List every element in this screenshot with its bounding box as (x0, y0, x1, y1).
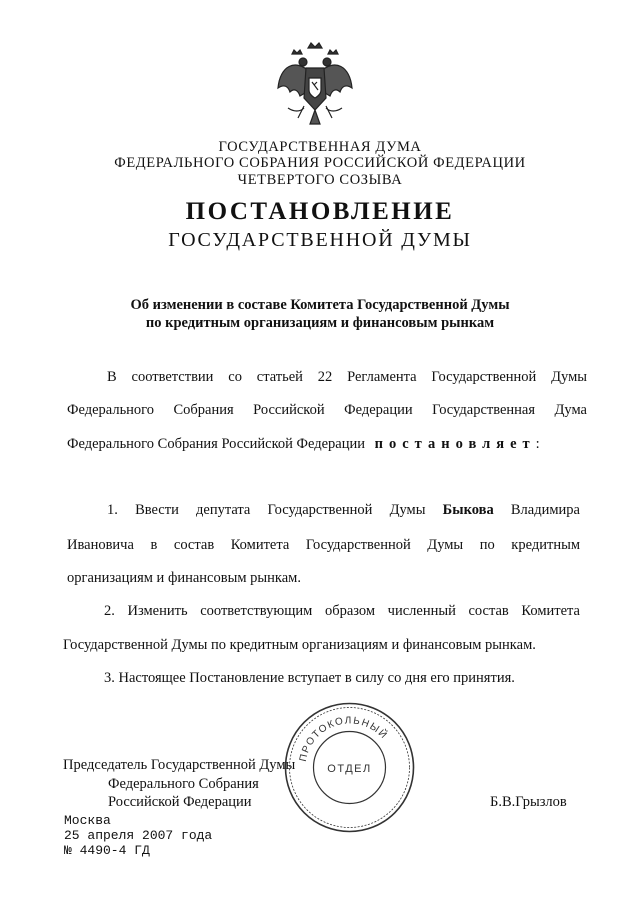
preamble-line2: Федерального Собрания Российской Федерации Государственная Дума (67, 402, 587, 418)
convocation: ЧЕТВЕРТОГО СОЗЫВА (237, 172, 403, 188)
org-name-line1: ГОСУДАРСТВЕННАЯ ДУМА (218, 139, 422, 155)
deputy-surname: Быкова (442, 502, 494, 518)
preamble-line3 (67, 436, 587, 453)
preamble-colon: : (535, 436, 540, 452)
document-number: № 4490-4 ГД (64, 843, 150, 858)
city: Москва (64, 813, 111, 828)
official-stamp (282, 700, 417, 835)
signatory-position-line1: Председатель Государственной Думы (63, 757, 296, 773)
item-1-line1 (107, 502, 580, 519)
item-2-line2: Государственной Думы по кредитным организациям и финансовым рынкам. (63, 637, 536, 653)
signatory-position-line3: Российской Федерации (108, 794, 252, 810)
item-1-line3: организациям и финансовым рынкам. (67, 570, 301, 586)
date: 25 апреля 2007 года (64, 828, 213, 843)
stamp-center-text: ОТДЕЛ (327, 763, 372, 775)
item-1-line2: Ивановича в состав Комитета Государственной Думы по кредитным (67, 537, 580, 553)
item-3-line1: 3. Настоящее Постановление вступает в силу со дня его принятия. (104, 670, 515, 686)
signatory-position-line2: Федерального Собрания (108, 776, 259, 792)
item-2-line1: 2. Изменить соответствующим образом численный состав Комитета (104, 603, 580, 619)
stamp-ring-text: ПРОТОКОЛЬНЫЙ (297, 715, 390, 763)
signatory-name: Б.В.Грызлов (490, 794, 567, 810)
svg-text:ПРОТОКОЛЬНЫЙ (298, 715, 391, 762)
item-1-line1-pre: 1. Ввести депутата Государственной Думы (107, 502, 426, 518)
document-type-subtitle: ГОСУДАРСТВЕННОЙ ДУМЫ (168, 229, 472, 251)
resolution-title-line2: по кредитным организациям и финансовым рынкам (145, 315, 495, 331)
preamble-line3-text: Федерального Собрания Российской Федерации (67, 436, 366, 452)
document-type-title: ПОСТАНОВЛЕНИЕ (185, 198, 455, 225)
preamble-line1: В соответствии со статьей 22 Регламента Государственной Думы (107, 369, 587, 385)
org-name-line2: ФЕДЕРАЛЬНОГО СОБРАНИЯ РОССИЙСКОЙ ФЕДЕРАЦИИ (114, 155, 526, 171)
item-1-line1-post: Владимира (510, 502, 580, 518)
resolves-word: постановляет (374, 436, 536, 452)
coat-of-arms-emblem (270, 38, 360, 138)
resolution-title-line1: Об изменении в составе Комитета Государственной Думы (130, 297, 510, 313)
